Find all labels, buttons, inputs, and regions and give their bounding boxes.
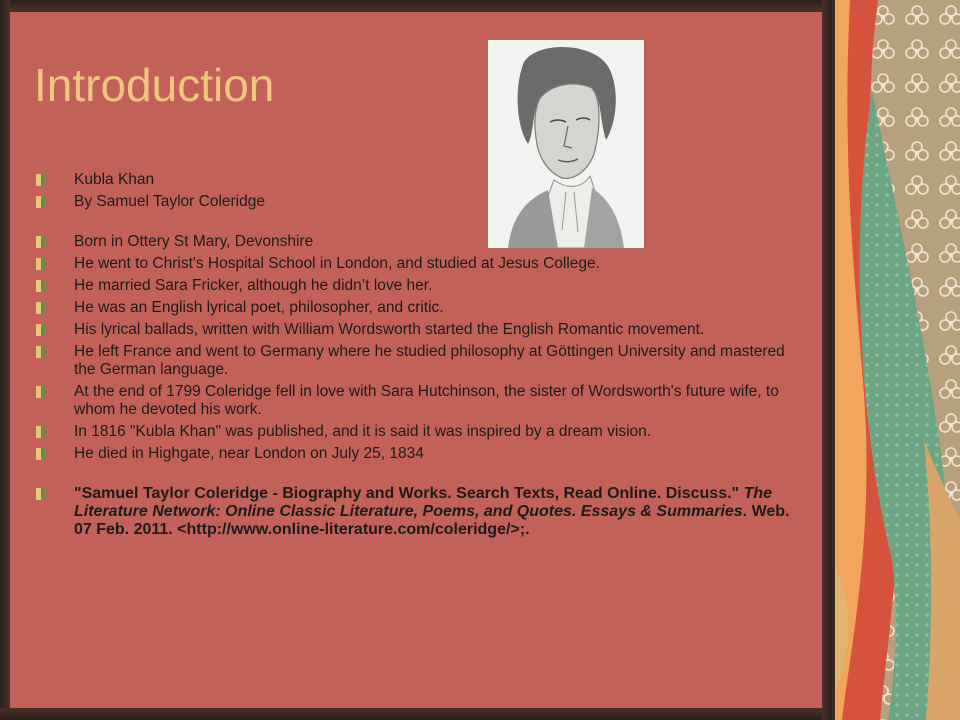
bullet-item xyxy=(36,171,796,189)
slide-title: Introduction xyxy=(34,59,275,111)
citation-item xyxy=(36,485,796,539)
bullet-marker-icon xyxy=(36,448,45,460)
bullet-text: Born in Ottery St Mary, Devonshire xyxy=(74,233,314,250)
bullet-item xyxy=(36,277,796,295)
bullet-text: He left France and went to Germany where he studied philosophy at Göttingen University and mastered the German language. xyxy=(74,343,785,378)
bullet-text: Kubla Khan xyxy=(74,171,155,188)
bullet-text: He married Sara Fricker, although he didn’t love her. xyxy=(74,277,433,294)
bullet-item xyxy=(36,343,796,379)
frame-bottom xyxy=(0,708,830,720)
citation-source-title: The Literature Network: Online Classic Literature, Poems, and Quotes. Essays & Summaries xyxy=(74,485,773,520)
bullet-item xyxy=(36,255,796,273)
bullet-marker-icon xyxy=(36,236,45,248)
bullet-marker-icon xyxy=(36,196,45,208)
bullet-item xyxy=(36,299,796,317)
bullet-text: His lyrical ballads, written with William Wordsworth started the English Romantic movement. xyxy=(74,321,705,338)
bullet-marker-icon xyxy=(36,258,45,270)
bullet-item xyxy=(36,383,796,419)
bullet-item xyxy=(36,445,796,463)
bullet-item xyxy=(36,423,796,441)
bullet-marker-icon xyxy=(36,324,45,336)
bullet-marker-icon xyxy=(36,280,45,292)
side-decoration xyxy=(832,0,960,720)
bullet-list xyxy=(36,171,796,539)
frame-top xyxy=(0,0,830,12)
bullet-marker-icon xyxy=(36,174,45,186)
bullet-marker-icon xyxy=(36,346,45,358)
bullet-text: By Samuel Taylor Coleridge xyxy=(74,193,265,210)
citation-text-end: . Web. 07 Feb. 2011. <http://www.online-literature.com/coleridge/>;. xyxy=(74,503,790,538)
bullet-item xyxy=(36,321,796,339)
citation-text: "Samuel Taylor Coleridge - Biography and Works. Search Texts, Read Online. Discuss." xyxy=(74,485,744,502)
bullet-text: At the end of 1799 Coleridge fell in love with Sara Hutchinson, the sister of Wordsworth's future wife, to whom he devoted his work. xyxy=(74,383,779,418)
frame-right xyxy=(822,0,832,720)
frame-left xyxy=(0,0,10,720)
bullet-item xyxy=(36,193,796,211)
bullet-item xyxy=(36,233,796,251)
bullet-text: He was an English lyrical poet, philosopher, and critic. xyxy=(74,299,444,316)
bullet-text: He died in Highgate, near London on July 25, 1834 xyxy=(74,445,424,462)
bullet-marker-icon xyxy=(36,488,45,500)
bullet-marker-icon xyxy=(36,386,45,398)
bullet-marker-icon xyxy=(36,302,45,314)
bullet-marker-icon xyxy=(36,426,45,438)
bullet-text: He went to Christ's Hospital School in London, and studied at Jesus College. xyxy=(74,255,600,272)
bullet-text: In 1816 "Kubla Khan" was published, and it is said it was inspired by a dream vision. xyxy=(74,423,652,440)
